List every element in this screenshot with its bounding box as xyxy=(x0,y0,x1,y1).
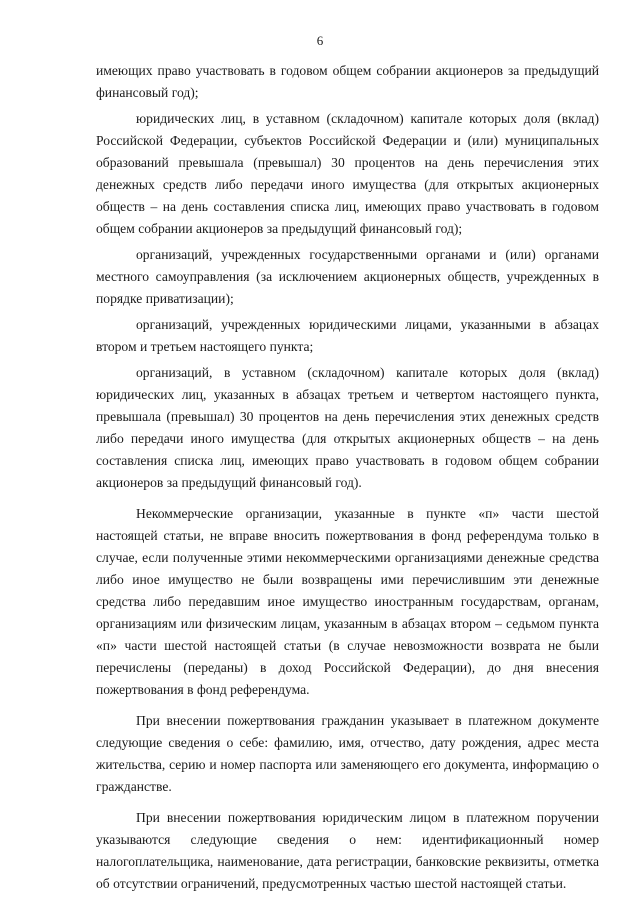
paragraph-1: имеющих право участвовать в годовом общем собрании акционеров за предыдущий финансовый год); xyxy=(96,63,599,100)
paragraph-6: Некоммерческие организации, указанные в пункте «п» части шестой настоящей статьи, не вправе вносить пожертвования в фонд референдума только в случае, если полученные этими некоммерческими организациями денежные средства либо иное имущество не были возвращены ими перечислившим эти денежные средства либо передавшим иное имущество иностранным государствам, органам, организациям или физическим лицам, указанным в абзацах втором – седьмом пункта «п» части шестой настоящей статьи (в случае невозможности возврата не были перечислены (переданы) в доход Российской Федерации), до дня внесения пожертвования в фонд референдума. xyxy=(96,506,599,697)
paragraph-2: юридических лиц, в уставном (складочном) капитале которых доля (вклад) Российской Федерации, субъектов Российской Федерации и (или) муниципальных образований превышала (превышал) 30 процентов на день перечисления этих денежных средств либо передачи иного имущества (для открытых акционерных обществ – на день составления списка лиц, имеющих право участвовать в годовом общем собрании акционеров за предыдущий финансовый год); xyxy=(96,111,599,236)
paragraph-7: При внесении пожертвования гражданин указывает в платежном документе следующие сведения о себе: фамилию, имя, отчество, дату рождения, адрес места жительства, серию и номер паспорта или заменяющего его документа, информацию о гражданстве. xyxy=(96,713,599,794)
paragraph-5: организаций, в уставном (складочном) капитале которых доля (вклад) юридических лиц, указанных в абзацах третьем и четвертом настоящего пункта, превышала (превышал) 30 процентов на день перечисления этих денежных средств либо передачи иного имущества (для открытых акционерных обществ – на день составления списка лиц, имеющих право участвовать в годовом общем собрании акционеров за предыдущий финансовый год). xyxy=(96,365,599,490)
paragraph-3: организаций, учрежденных государственными органами и (или) органами местного самоуправления (за исключением акционерных обществ, учрежденных в порядке приватизации); xyxy=(96,247,599,306)
page-number: 6 xyxy=(316,33,324,48)
paragraph-8: При внесении пожертвования юридическим лицом в платежном поручении указываются следующие сведения о нем: идентификационный номер налогоплательщика, наименование, дата регистрации, банковские реквизиты, отметка об отсутствии ограничений, предусмотренных частью шестой настоящей статьи. xyxy=(96,810,599,891)
document-body xyxy=(96,60,599,895)
paragraph-4: организаций, учрежденных юридическими лицами, указанными в абзацах втором и третьем настоящего пункта; xyxy=(96,317,599,354)
